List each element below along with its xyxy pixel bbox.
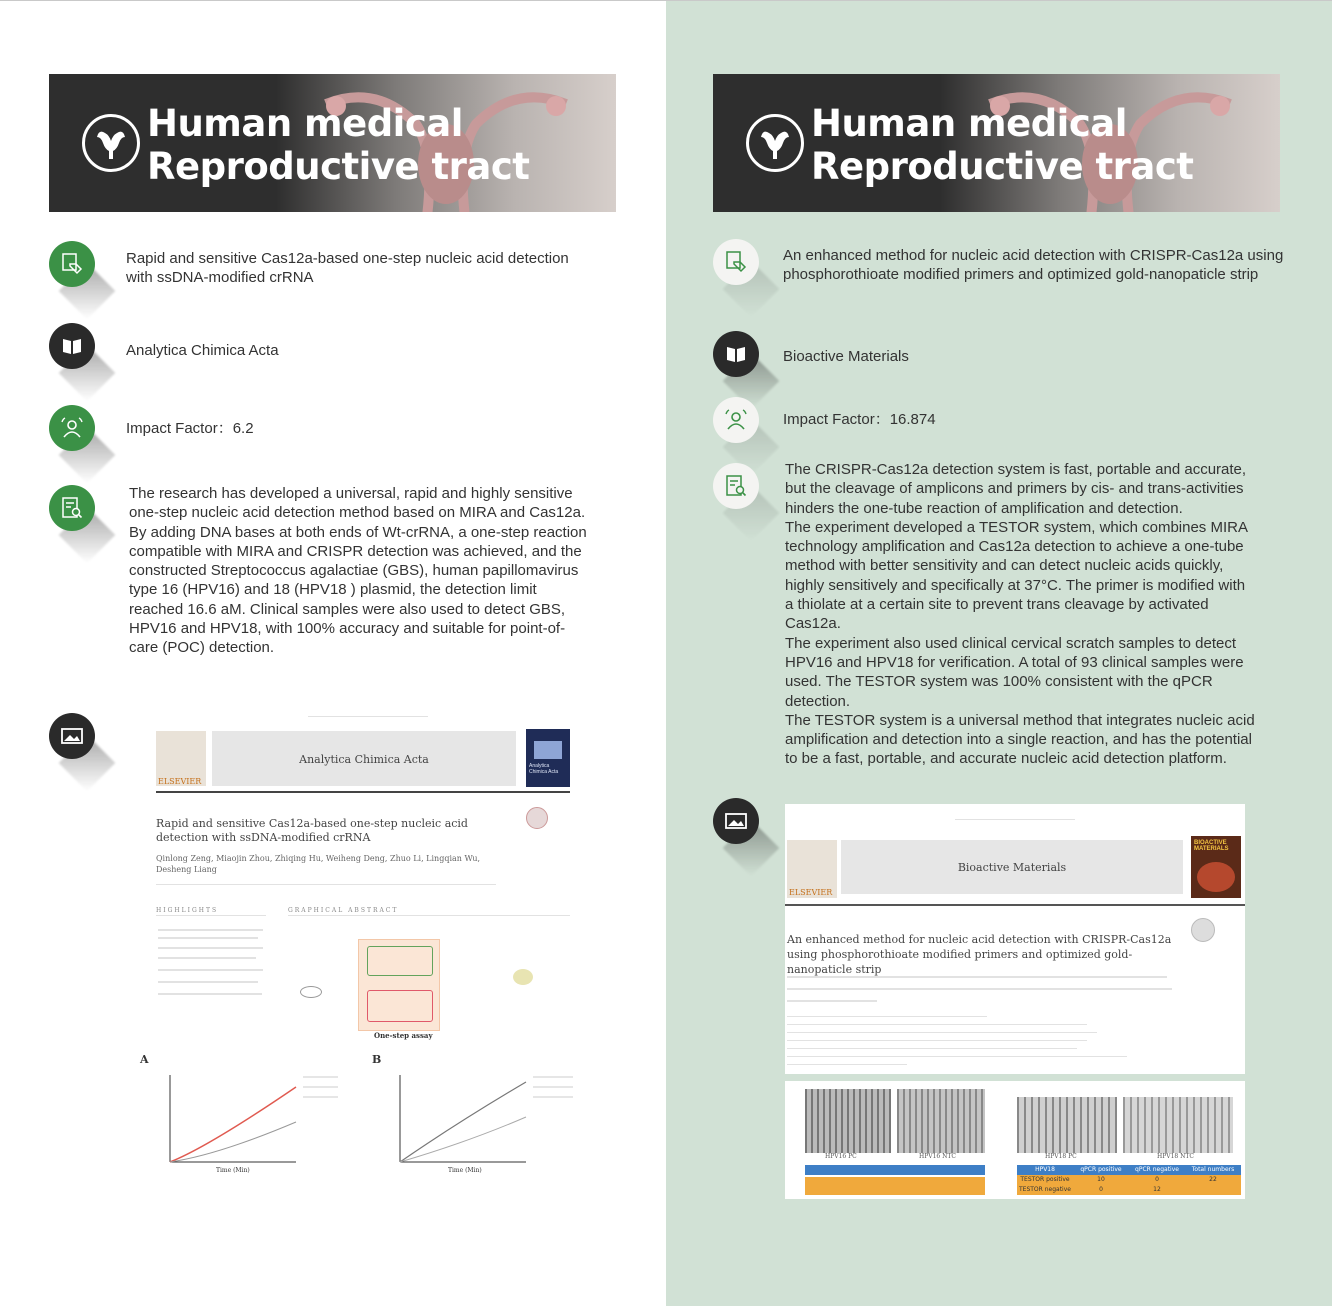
doc-graphical-heading: GRAPHICAL ABSTRACT bbox=[288, 907, 399, 914]
gel-label-hpv18-pc: HPV18 PC bbox=[1045, 1153, 1077, 1160]
banner-title-line1: Human medical bbox=[811, 102, 1127, 145]
summary-paragraph-4: The TESTOR system is a universal method that integrates nucleic acid amplification and detection into a single reaction, and has the potential to be a fast, portable, and accurate nucleic acid detection platform. bbox=[785, 711, 1255, 768]
panel-a-label: A bbox=[140, 1053, 149, 1066]
banner-title bbox=[147, 102, 529, 188]
elsevier-tree-logo: ELSEVIER bbox=[156, 731, 206, 786]
impact-factor: Impact Factor：16.874 bbox=[783, 411, 936, 428]
banner bbox=[49, 74, 616, 212]
elsevier-tree-logo: ELSEVIER bbox=[787, 840, 837, 898]
research-summary bbox=[785, 460, 1257, 769]
user-signal-icon bbox=[49, 405, 95, 451]
gel-label-hpv16-pc: HPV16 PC bbox=[825, 1153, 857, 1160]
paper-tag-icon bbox=[713, 239, 759, 285]
assay-diagram bbox=[358, 939, 440, 1031]
uterus-logo-icon bbox=[746, 114, 804, 172]
image-icon bbox=[49, 713, 95, 759]
document-search-icon bbox=[49, 485, 95, 531]
summary-paragraph-2: The experiment developed a TESTOR system, which combines MIRA technology amplification and Cas12a detection to achieve a one-tube method with better sensitivity and can detect nucleic acids quickly, highly sensitively and specifically at 37°C. The primer is modified with a thiolate at a certain site to prevent trans cleavage by activated Cas12a. bbox=[785, 518, 1248, 633]
paper-screenshot bbox=[785, 804, 1245, 1074]
document-search-icon bbox=[713, 463, 759, 509]
journal-cover: Analytica Chimica Acta bbox=[526, 729, 570, 787]
doc-title: Rapid and sensitive Cas12a-based one-step nucleic acid detection with ssDNA-modified crRNA bbox=[156, 817, 468, 844]
banner-title-line2: Reproductive tract bbox=[147, 145, 530, 188]
doc-authors: Qinlong Zeng, Miaojin Zhou, Zhiqing Hu, Weiheng Deng, Zhuo Li, Lingqian Wu, Desheng Liang bbox=[156, 854, 481, 874]
paper-screenshot bbox=[138, 701, 590, 1177]
research-summary: The research has developed a universal, rapid and highly sensitive one-step nucleic acid detection method based on MIRA and Cas12a. By adding DNA bases at both ends of Wt-crRNA, a one-step reaction compatible with MIRA and CRISPR detection was achieved, and the constructed Streptococcus agalactiae (GBS), human papillomavirus type 16 (HPV16) and 18 (HPV18 ) plasmid, the detection limit reached 16.6 aM. Clinical samples were also used to detect GBS, HPV16 and HPV18, with 100% accuracy and suitable for point-of-care (POC) detection. bbox=[129, 485, 587, 657]
journal-name: Analytica Chimica Acta bbox=[126, 342, 279, 359]
x-axis-label-a: Time (Min) bbox=[216, 1167, 250, 1174]
banner-title-line2: Reproductive tract bbox=[811, 145, 1194, 188]
gel-label-hpv16-ntc: HPV16 NTC bbox=[919, 1153, 956, 1160]
book-icon bbox=[49, 323, 95, 369]
doc-journal-header: Bioactive Materials bbox=[957, 861, 1067, 874]
journal-cover: BIOACTIVE MATERIALS bbox=[1191, 836, 1241, 898]
doc-title: An enhanced method for nucleic acid detection with CRISPR-Cas12a using phosphorothioate modified primers and optimized gold-nanopaticle strip bbox=[787, 933, 1172, 976]
journal-name: Bioactive Materials bbox=[783, 348, 909, 365]
book-icon bbox=[713, 331, 759, 377]
paper-title: An enhanced method for nucleic acid detection with CRISPR-Cas12a using phosphorothioate modified primers and optimized gold-nanopaticle strip bbox=[783, 247, 1284, 284]
paper-title: Rapid and sensitive Cas12a-based one-step nucleic acid detection with ssDNA-modified crRNA bbox=[126, 250, 569, 287]
image-icon bbox=[713, 798, 759, 844]
doc-highlights-heading: HIGHLIGHTS bbox=[156, 907, 219, 914]
doc-journal-header: Analytica Chimica Acta bbox=[299, 753, 429, 766]
summary-paragraph-1: The CRISPR-Cas12a detection system is fast, portable and accurate, but the cleavage of amplicons and primers by cis- and trans-activities hinders the one-tube reaction of amplification and detection. bbox=[785, 461, 1247, 517]
summary-paragraph-3: The experiment also used clinical cervical scratch samples to detect HPV16 and HPV18 for verification. A total of 93 clinical samples were used. The TESTOR system was 100% consistent with the qPCR detection. bbox=[785, 634, 1244, 710]
uterus-logo-icon bbox=[82, 114, 140, 172]
hpv18-table: HPV18 qPCR positive qPCR negative Total numbers TESTOR positive 10 0 22 TESTOR negative 0 12 bbox=[1017, 1165, 1241, 1197]
banner bbox=[713, 74, 1280, 212]
right-page bbox=[666, 0, 1332, 1306]
x-axis-label-b: Time (Min) bbox=[448, 1167, 482, 1174]
impact-factor: Impact Factor：6.2 bbox=[126, 420, 254, 437]
banner-title bbox=[811, 102, 1193, 188]
fluorescence-curves bbox=[148, 1067, 588, 1177]
paper-tag-icon bbox=[49, 241, 95, 287]
banner-title-line1: Human medical bbox=[147, 102, 463, 145]
gel-label-hpv18-ntc: HPV18 NTC bbox=[1157, 1153, 1194, 1160]
panel-b-label: B bbox=[372, 1053, 382, 1066]
user-signal-icon bbox=[713, 397, 759, 443]
assay-label: One-step assay bbox=[374, 1031, 433, 1040]
gel-result-figure bbox=[785, 1081, 1245, 1199]
